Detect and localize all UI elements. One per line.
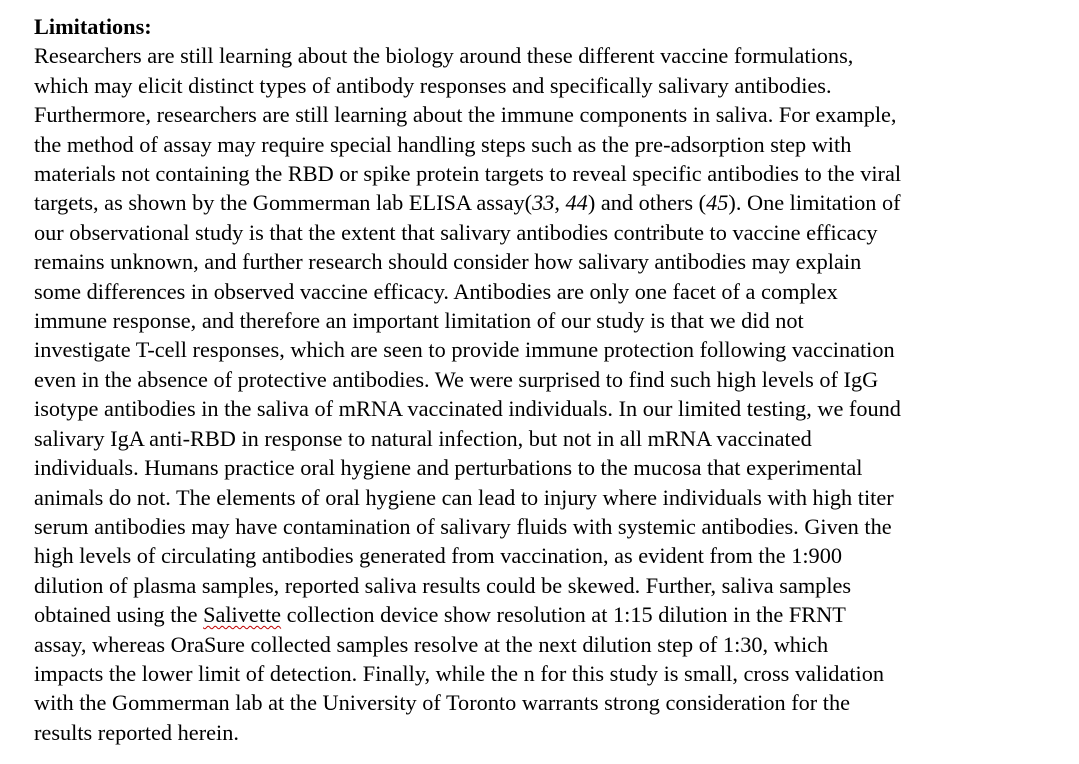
citation-ref: 45 (706, 190, 729, 216)
text-line: dilution of plasma samples, reported saliva results could be skewed. Further, saliva samples (34, 572, 852, 598)
text-line-with-spellcheck (34, 600, 1044, 629)
text-line: assay, whereas OraSure collected samples resolve at the next dilution step of 1:30, which (34, 631, 829, 657)
text-line: investigate T-cell responses, which are seen to provide immune protection following vaccination (34, 337, 895, 363)
text-line: which may elicit distinct types of antibody responses and specifically salivary antibodies. (34, 72, 832, 98)
text-segment: ) and others ( (587, 190, 707, 216)
text-line: high levels of circulating antibodies generated from vaccination, as evident from the 1:900 (34, 543, 843, 569)
text-line: salivary IgA anti-RBD in response to natural infection, but not in all mRNA vaccinated (34, 425, 812, 451)
text-line: individuals. Humans practice oral hygiene and perturbations to the mucosa that experimental (34, 455, 863, 481)
text-line: Researchers are still learning about the biology around these different vaccine formulations, (34, 43, 854, 69)
text-segment: , (554, 190, 566, 216)
text-line: isotype antibodies in the saliva of mRNA vaccinated individuals. In our limited testing, we found (34, 396, 901, 422)
text-line: impacts the lower limit of detection. Finally, while the n for this study is small, cross validation (34, 660, 885, 686)
spellcheck-flagged-word[interactable]: Salivette (203, 602, 282, 628)
text-segment: obtained using the (34, 602, 204, 628)
citation-ref: 33 (532, 190, 555, 216)
text-line: results reported herein. (34, 719, 239, 745)
text-line: some differences in observed vaccine efficacy. Antibodies are only one facet of a complex (34, 278, 838, 304)
text-segment: targets, as shown by the Gommerman lab ELISA assay( (34, 190, 533, 216)
text-line: animals do not. The elements of oral hygiene can lead to injury where individuals with high titer (34, 484, 894, 510)
document-page (34, 12, 1044, 747)
text-segment: ). One limitation of (728, 190, 901, 216)
text-line: remains unknown, and further research should consider how salivary antibodies may explain (34, 249, 862, 275)
text-line: serum antibodies may have contamination of salivary fluids with systemic antibodies. Given the (34, 513, 892, 539)
text-line: materials not containing the RBD or spike protein targets to reveal specific antibodies to the viral (34, 161, 902, 187)
text-line: Furthermore, researchers are still learning about the immune components in saliva. For example, (34, 102, 897, 128)
text-line: immune response, and therefore an important limitation of our study is that we did not (34, 308, 804, 334)
text-line: even in the absence of protective antibodies. We were surprised to find such high levels of IgG (34, 366, 879, 392)
citation-ref: 44 (565, 190, 588, 216)
text-segment: collection device show resolution at 1:15 dilution in the FRNT (281, 602, 846, 628)
section-heading: Limitations: (34, 14, 152, 39)
text-line: the method of assay may require special handling steps such as the pre-adsorption step with (34, 131, 852, 157)
text-line: our observational study is that the extent that salivary antibodies contribute to vaccine efficacy (34, 219, 878, 245)
text-line-with-citations (34, 188, 1044, 217)
text-line: with the Gommerman lab at the University of Toronto warrants strong consideration for the (34, 690, 851, 716)
